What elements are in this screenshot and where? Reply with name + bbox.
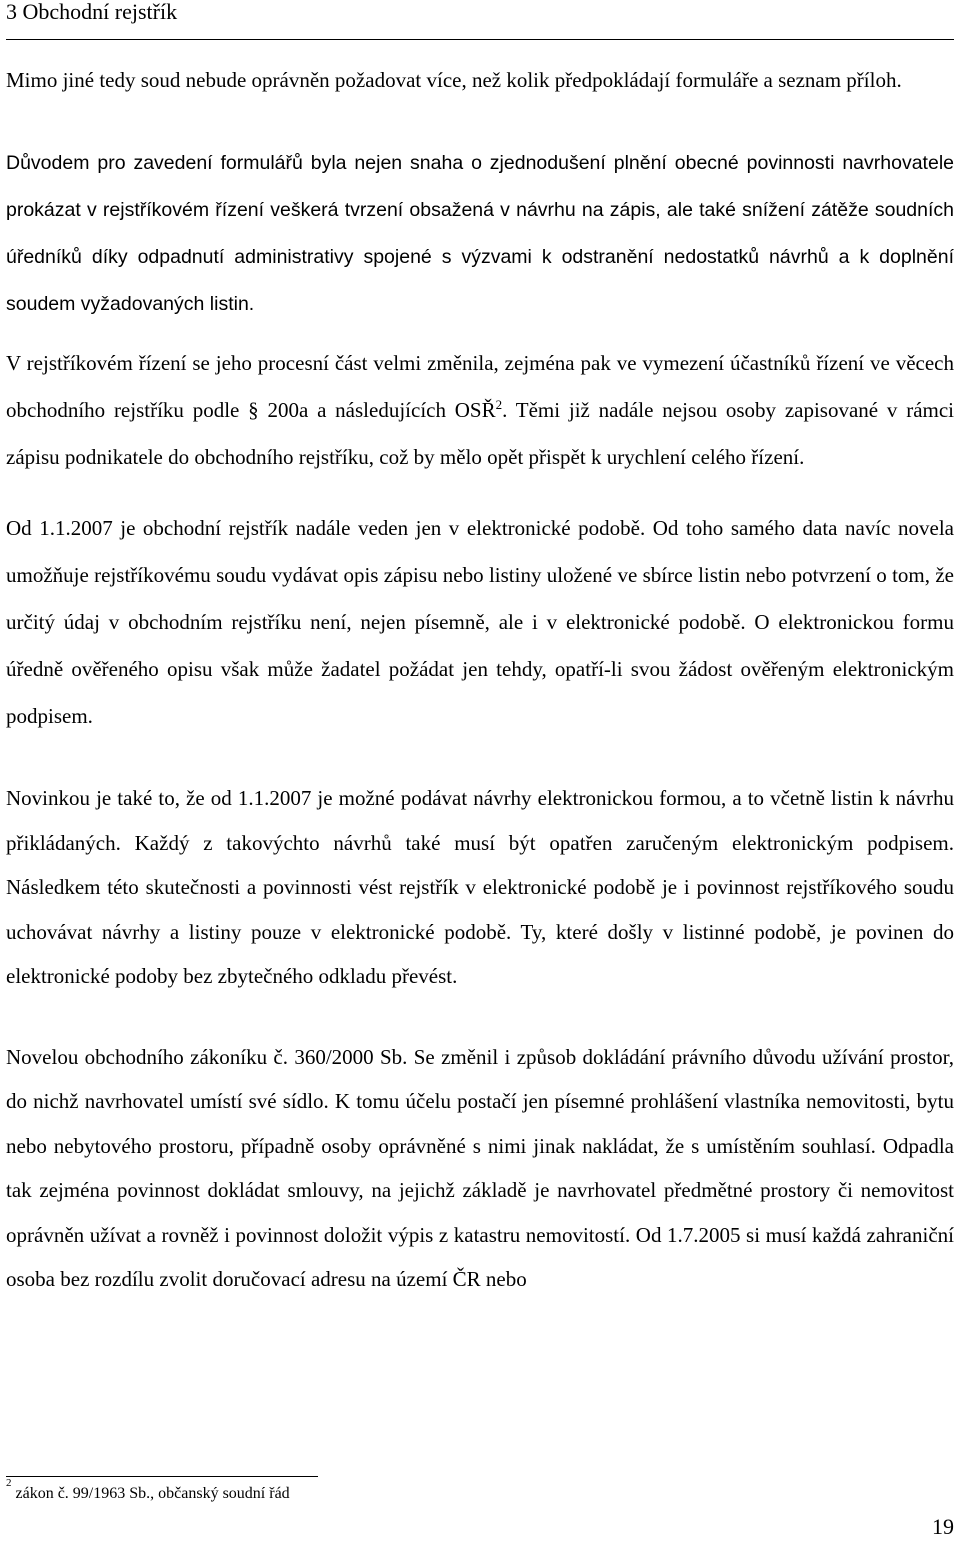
paragraph-3-text-c: . Těmi již nadále nejsou osoby zapisované v rámci zápisu podnikatele do obchodního rejstříku, což by mělo opět přispět k urychlení celého řízení. <box>6 398 955 469</box>
paragraph-5: Novinkou je také to, že od 1.1.2007 je možné podávat návrhy elektronickou formou, a to včetně listin k návrhu přikládaných. Každý z takovýchto návrhů také musí být opatřen zaručeným elektronickým podpisem. Následkem této skutečnosti a povinnosti vést rejstřík v elektronické podobě je i povinnost rejstříkového soudu uchovávat návrhy a listiny pouze v elektronické podobě. Ty, které došly v listinné podobě, je povinen do elektronické podoby bez zbytečného odkladu převést. <box>6 786 954 988</box>
chapter-title: 3 Obchodní rejstřík <box>6 0 178 24</box>
paragraph-2-text: Důvodem pro zavedení formulářů byla nejen snaha o zjednodušení plnění obecné povinnosti navrhovatele prokázat v rejstříkovém řízení veškerá tvrzení obsažená v návrhu na zápis, ale také snížení zátěže soudních úředníků díky odpadnutí administrativy spojené s výzvami k odstranění nedostatků návrhů a k doplnění soudem vyžadovaných listin. <box>6 152 954 315</box>
paragraph-4: Od 1.1.2007 je obchodní rejstřík nadále veden jen v elektronické podobě. Od toho samého data navíc novela umožňuje rejstříkovému soudu vydávat opis zápisu nebo listiny uložené ve sbírce listin nebo potvrzení o tom, že určitý údaj v obchodním rejstříku není, nejen písemně, ale i v elektronické podobě. O elektronickou formu úředně ověřeného opisu však může žadatel požádat jen tehdy, opatří-li svou žádost ověřeným elektronickým podpisem. <box>6 516 954 728</box>
footnote-text: zákon č. 99/1963 Sb., občanský soudní řád <box>11 1485 290 1502</box>
paragraph-3 <box>6 340 954 481</box>
page-body <box>6 58 954 1302</box>
section-sign: § <box>248 398 259 422</box>
footnote-reference: 2 <box>495 397 503 412</box>
footnote-divider <box>6 1476 318 1477</box>
page-number: 19 <box>932 1514 954 1539</box>
footnote-number: 2 <box>6 1476 12 1489</box>
paragraph-2 <box>6 139 954 327</box>
paragraph-3-text-b: 200a a následujících OSŘ <box>258 398 496 422</box>
paragraph-6: Novelou obchodního zákoníku č. 360/2000 Sb. Se změnil i způsob dokládání právního důvodu užívání prostor, do nichž navrhovatel umístí své sídlo. K tomu účelu postačí jen písemné prohlášení vlastníka nemovitosti, bytu nebo nebytového prostoru, případně osoby oprávněné s nimi jinak nakládat, že s umístěním souhlasí. Odpadla tak zejména povinnost dokládat smlouvy, na jejichž základě je navrhovatel předmětné prostory či nemovitost oprávněn užívat a rovněž i povinnost doložit výpis z katastru nemovitostí. Od 1.7.2005 si musí každá zahraniční osoba bez rozdílu zvolit doručovací adresu na území ČR nebo <box>6 1044 954 1291</box>
paragraph-1: Mimo jiné tedy soud nebude oprávněn požadovat více, než kolik předpokládají formuláře a seznam příloh. <box>6 68 902 92</box>
footnote <box>6 1476 290 1504</box>
chapter-header <box>6 0 954 40</box>
paragraph-3-text-a: V rejstříkovém řízení se jeho procesní část velmi změnila, zejména pak ve vymezení účastníků řízení ve věcech obchodního rejstříku podle <box>6 351 954 422</box>
